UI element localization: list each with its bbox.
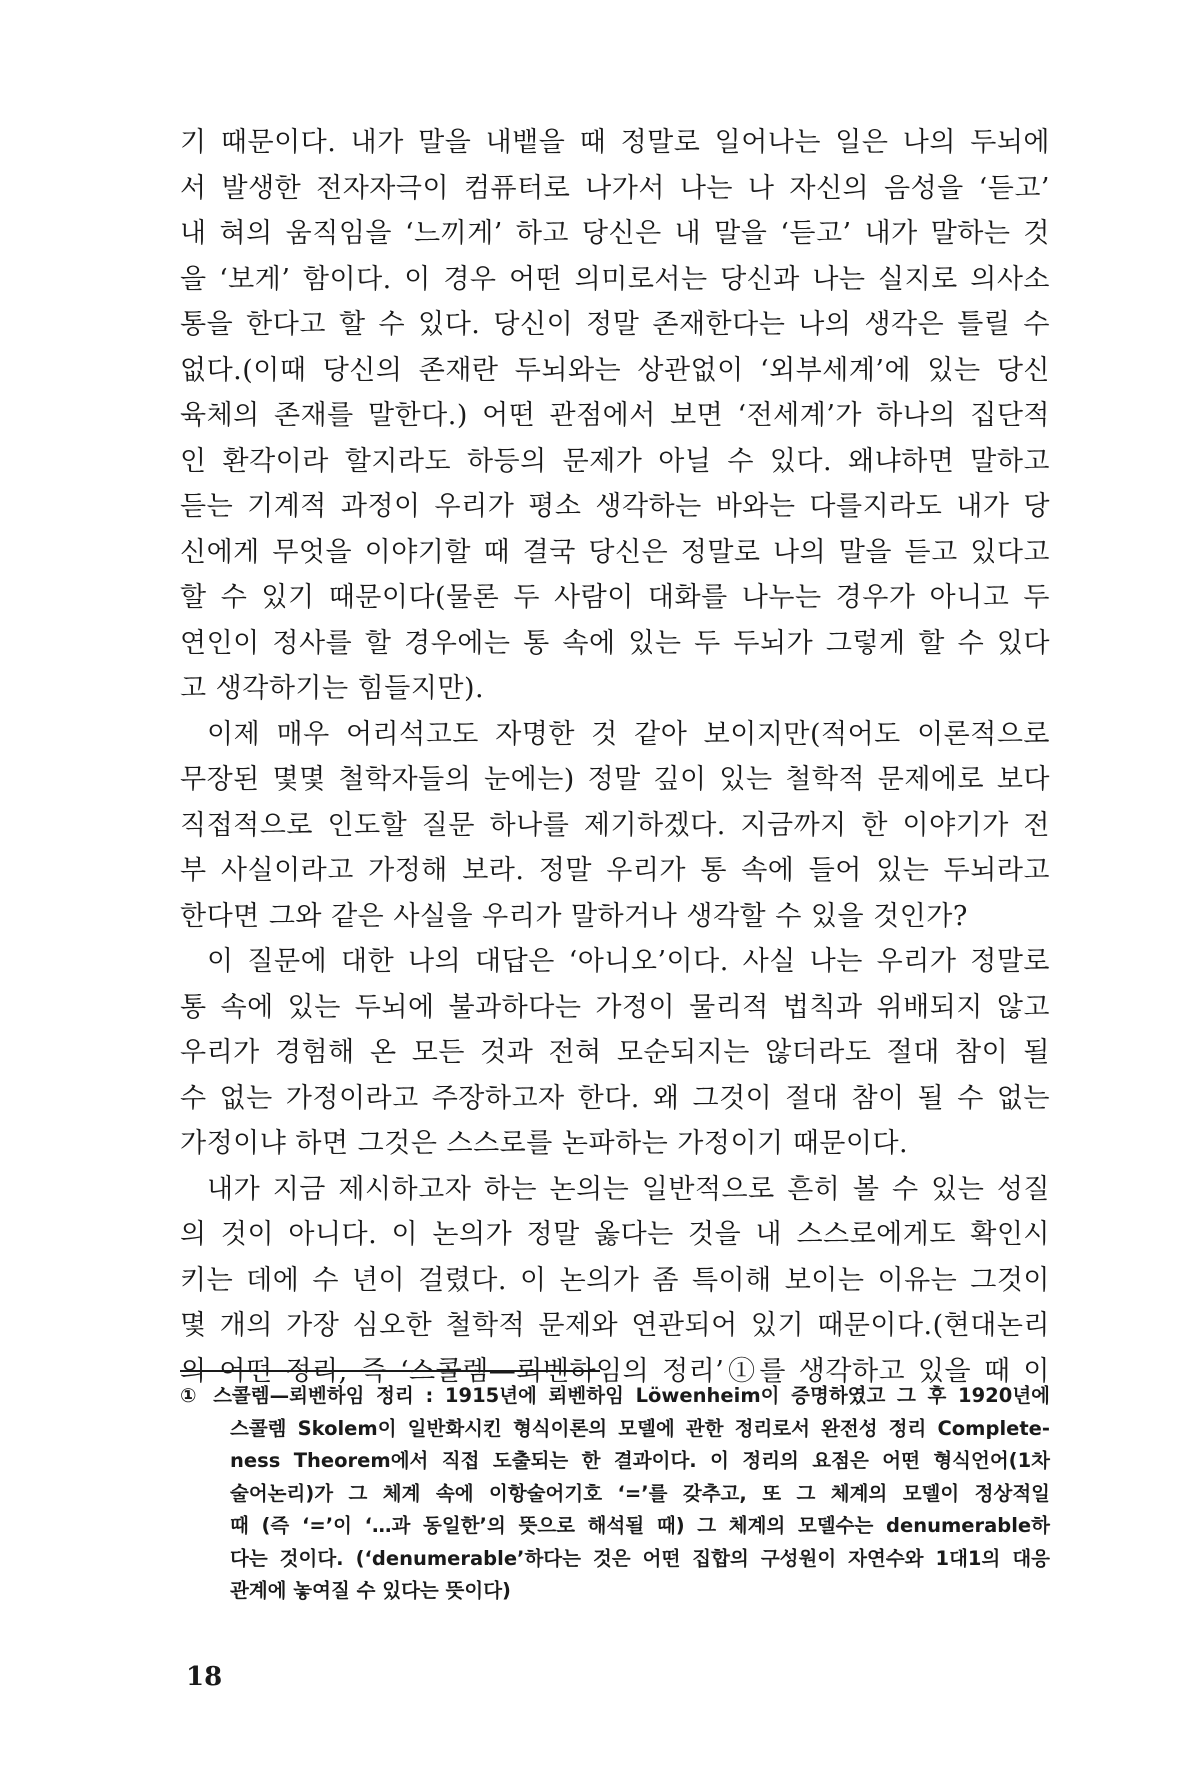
text-line: 듣는 기계적 과정이 우리가 평소 생각하는 바와는 다를지라도 내가 당 <box>180 491 1050 522</box>
text-line: 육체의 존재를 말한다.) 어떤 관점에서 보면 ‘전세계’가 하나의 집단적 <box>180 400 1050 431</box>
footnote-line: 술어논리)가 그 체계 속에 이항술어기호 ‘=’를 갖추고, 또 그 체계의 모델이 정상적일 <box>230 1481 1050 1505</box>
footnote-line: 다는 것이다. (‘denumerable’하다는 것은 어떤 집합의 구성원이 자연수와 1대1의 대응 <box>230 1546 1050 1570</box>
text-line: 수 없는 가정이라고 주장하고자 한다. 왜 그것이 절대 참이 될 수 없는 <box>180 1082 1050 1114</box>
text-line: 부 사실이라고 가정해 보라. 정말 우리가 통 속에 들어 있는 두뇌라고 <box>180 855 1050 886</box>
text-line: 직접적으로 인도할 질문 하나를 제기하겠다. 지금까지 한 이야기가 전 <box>180 809 1050 841</box>
text-line: 이제 매우 어리석고도 자명한 것 같아 보이지만(적어도 이론적으로 <box>207 718 1050 750</box>
text-line: 몇 개의 가장 심오한 철학적 문제와 연관되어 있기 때문이다.(현대논리 <box>180 1310 1050 1341</box>
footnote <box>180 1380 1050 1608</box>
text-line: 의 어떤 정리, 즉 ‘스콜렘—뢰벤하임의 정리’①를 생각하고 있을 때 이 <box>180 1355 1050 1387</box>
text-line: 서 발생한 전자자극이 컴퓨터로 나가서 나는 나 자신의 음성을 ‘듣고’ <box>180 172 1050 204</box>
text-line: 내 혀의 움직임을 ‘느끼게’ 하고 당신은 내 말을 ‘듣고’ 내가 말하는 것 <box>180 218 1050 249</box>
footnote-line: 관계에 놓여질 수 있다는 뜻이다) <box>230 1579 511 1602</box>
text-line: 기 때문이다. 내가 말을 내뱉을 때 정말로 일어나는 일은 나의 두뇌에 <box>180 127 1050 158</box>
text-line: 가정이냐 하면 그것은 스스로를 논파하는 가정이기 때문이다. <box>180 1128 909 1159</box>
footnote-line: 스콜렘 Skolem이 일반화시킨 형식이론의 모델에 관한 정리로서 완전성 정리 Complete- <box>230 1416 1050 1440</box>
text-line: 을 ‘보게’ 함이다. 이 경우 어떤 의미로서는 당신과 나는 실지로 의사소 <box>180 263 1050 295</box>
text-line: 이 질문에 대한 나의 대답은 ‘아니오’이다. 사실 나는 우리가 정말로 <box>207 946 1050 977</box>
text-line: 고 생각하기는 힘들지만). <box>180 673 485 704</box>
text-line: 통 속에 있는 두뇌에 불과하다는 가정이 물리적 법칙과 위배되지 않고 <box>180 991 1050 1023</box>
text-line: 신에게 무엇을 이야기할 때 결국 당신은 정말로 나의 말을 듣고 있다고 <box>180 536 1050 568</box>
text-line: 할 수 있기 때문이다(물론 두 사람이 대화를 나누는 경우가 아니고 두 <box>180 582 1050 613</box>
page-number: 18 <box>186 1662 223 1692</box>
text-line: 우리가 경험해 온 모든 것과 전혀 모순되지는 않더라도 절대 참이 될 <box>180 1037 1050 1068</box>
footnote-line: ness Theorem에서 직접 도출되는 한 결과이다. 이 정리의 요점은 어떤 형식언어(1차 <box>230 1449 1050 1472</box>
footnote-divider <box>180 1370 600 1372</box>
main-text <box>180 120 1050 1394</box>
footnote-line: ① 스콜렘—뢰벤하임 정리 : 1915년에 뢰벤하임 Löwenheim이 증명하였고 그 후 1920년에 <box>180 1384 1050 1407</box>
text-line: 의 것이 아니다. 이 논의가 정말 옳다는 것을 내 스스로에게도 확인시 <box>180 1219 1050 1250</box>
text-line: 없다.(이때 당신의 존재란 두뇌와는 상관없이 ‘외부세계’에 있는 당신 <box>180 354 1050 386</box>
text-line: 키는 데에 수 년이 걸렸다. 이 논의가 좀 특이해 보이는 이유는 그것이 <box>180 1264 1050 1296</box>
text-line: 연인이 정사를 할 경우에는 통 속에 있는 두 두뇌가 그렇게 할 수 있다 <box>180 627 1050 659</box>
text-line: 통을 한다고 할 수 있다. 당신이 정말 존재한다는 나의 생각은 틀릴 수 <box>180 309 1050 340</box>
text-line: 내가 지금 제시하고자 하는 논의는 일반적으로 흔히 볼 수 있는 성질 <box>207 1173 1050 1205</box>
footnote-line: 때 (즉 ‘=’이 ‘…과 동일한’의 뜻으로 해석될 때) 그 체계의 모델수는 denumerable하 <box>230 1514 1050 1537</box>
text-line: 무장된 몇몇 철학자들의 눈에는) 정말 깊이 있는 철학적 문제에로 보다 <box>180 764 1050 795</box>
text-line: 한다면 그와 같은 사실을 우리가 말하거나 생각할 수 있을 것인가? <box>180 900 968 932</box>
text-line: 인 환각이라 할지라도 하등의 문제가 아닐 수 있다. 왜냐하면 말하고 <box>180 445 1050 477</box>
